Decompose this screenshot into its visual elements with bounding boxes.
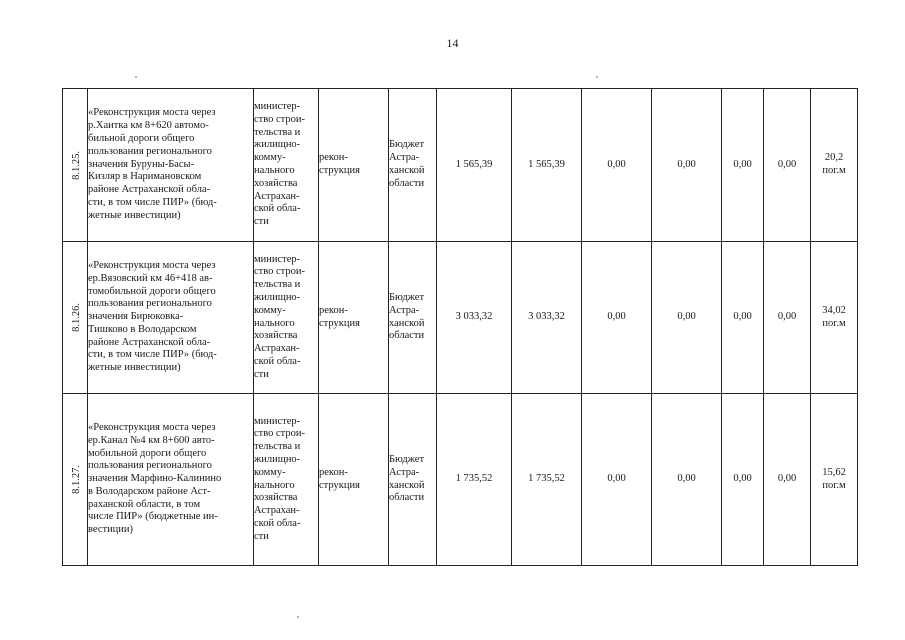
description-line: значения Буруны-Басы- xyxy=(88,158,195,170)
amount-cell: 0,00 xyxy=(652,89,722,242)
executor-line: Астрахан- xyxy=(254,190,300,202)
table-row xyxy=(63,89,858,242)
capacity-value: 20,2 xyxy=(824,152,844,164)
description-line: Тишково в Володарском xyxy=(88,323,197,335)
executor-line: Астрахан- xyxy=(254,505,300,517)
funding-source-cell xyxy=(389,394,437,566)
description-cell xyxy=(88,394,254,566)
description-cell xyxy=(88,242,254,394)
capacity-cell xyxy=(811,242,858,394)
funding-source-line: Бюджет xyxy=(389,291,425,303)
row-code-cell xyxy=(63,89,88,242)
executor-line: ской обла- xyxy=(254,203,301,215)
description-line: числе ПИР» (бюджетные ин- xyxy=(88,511,218,523)
description-line: районе Астраханской обла- xyxy=(88,184,211,196)
executor-line: хозяйства xyxy=(254,177,298,189)
work-type-cell xyxy=(319,242,389,394)
description-line: мобильной дороги общего xyxy=(88,447,207,459)
funding-source-line: области xyxy=(389,492,425,504)
amount-cell: 3 033,32 xyxy=(512,242,582,394)
description-line: томобильной дороги общего xyxy=(88,285,216,297)
executor-line: тельства и xyxy=(254,279,301,291)
funding-source-line: области xyxy=(389,177,425,189)
executor-cell xyxy=(254,242,319,394)
executor-line: комму- xyxy=(254,304,286,316)
description-line: раханской области, в том xyxy=(88,498,201,510)
amount-cell: 0,00 xyxy=(722,394,764,566)
capacity-unit: пог.м xyxy=(822,479,846,491)
amount-cell: 0,00 xyxy=(722,89,764,242)
executor-line: ство строи- xyxy=(254,113,306,125)
funding-source-line: ханской xyxy=(389,165,425,176)
capacity-unit: пог.м xyxy=(822,317,846,329)
description-line: пользования регионального xyxy=(88,298,212,310)
scan-speck xyxy=(297,616,299,618)
work-type-cell xyxy=(319,394,389,566)
description-line: пользования регионального xyxy=(88,145,212,157)
description-line: сти, в том числе ПИР» (бюд- xyxy=(88,196,217,208)
work-type-line: струкция xyxy=(319,317,360,329)
work-type-line: рекон- xyxy=(319,304,348,316)
row-code: 8.1.25. xyxy=(71,150,83,180)
capacity-value: 15,62 xyxy=(822,466,846,478)
executor-line: комму- xyxy=(254,152,286,164)
amount-cell: 1 735,52 xyxy=(437,394,512,566)
page-number: 14 xyxy=(446,36,459,50)
funding-source-line: Астра- xyxy=(389,466,420,478)
table-row xyxy=(63,242,858,394)
executor-line: жилищно- xyxy=(254,139,301,151)
funding-source-line: Астра- xyxy=(389,152,420,164)
funding-source-line: Астра- xyxy=(389,304,420,316)
amount-cell: 1 565,39 xyxy=(512,89,582,242)
executor-line: министер- xyxy=(254,415,301,427)
funding-source-line: Бюджет xyxy=(389,453,425,465)
amount-cell: 0,00 xyxy=(764,394,811,566)
funding-source-line: ханской xyxy=(389,317,425,329)
row-code: 8.1.27. xyxy=(71,465,83,494)
amount-cell: 1 565,39 xyxy=(437,89,512,242)
capacity-cell xyxy=(811,394,858,566)
executor-line: нального xyxy=(254,165,295,176)
amount-cell: 3 033,32 xyxy=(437,242,512,394)
executor-line: Астрахан- xyxy=(254,343,300,355)
capacity-cell xyxy=(811,89,858,242)
work-type-line: рекон- xyxy=(319,466,348,478)
executor-line: тельства и xyxy=(254,126,301,138)
executor-line: сти xyxy=(254,368,269,380)
funding-source-cell xyxy=(389,242,437,394)
amount-cell: 0,00 xyxy=(764,89,811,242)
executor-line: сти xyxy=(254,530,269,542)
amount-cell: 0,00 xyxy=(582,242,652,394)
funding-source-line: Бюджет xyxy=(389,139,425,151)
description-line: ер.Канал №4 км 8+600 авто- xyxy=(88,434,215,446)
description-line: значения Марфино-Калинино xyxy=(88,473,222,485)
work-type-line: рекон- xyxy=(319,152,348,164)
scan-speck xyxy=(135,76,137,78)
executor-line: хозяйства xyxy=(254,330,298,342)
executor-line: жилищно- xyxy=(254,453,301,465)
executor-line: министер- xyxy=(254,101,301,113)
amount-cell: 0,00 xyxy=(652,394,722,566)
executor-line: нального xyxy=(254,479,295,491)
row-code-cell xyxy=(63,394,88,566)
executor-line: комму- xyxy=(254,466,286,478)
budget-table xyxy=(62,88,858,566)
description-line: районе Астраханской обла- xyxy=(88,336,211,348)
description-line: жетные инвестиции) xyxy=(88,209,181,221)
description-line: «Реконструкция моста через xyxy=(88,107,216,119)
description-line: ер.Вязовский км 46+418 ав- xyxy=(88,272,213,284)
capacity-value: 34,02 xyxy=(822,304,846,316)
amount-cell: 0,00 xyxy=(764,242,811,394)
description-line: бильной дороги общего xyxy=(88,133,195,144)
funding-source-line: ханской xyxy=(389,479,425,491)
amount-cell: 0,00 xyxy=(582,394,652,566)
work-type-line: струкция xyxy=(319,479,360,491)
work-type-line: струкция xyxy=(319,165,360,176)
amount-cell: 1 735,52 xyxy=(512,394,582,566)
scan-speck xyxy=(596,76,598,78)
description-line: значения Бирюковка- xyxy=(88,311,184,323)
description-line: «Реконструкция моста через xyxy=(88,421,216,433)
row-code: 8.1.26. xyxy=(71,303,83,332)
executor-cell xyxy=(254,89,319,242)
executor-line: нального xyxy=(254,317,295,329)
description-line: в Володарском районе Аст- xyxy=(88,485,211,497)
description-line: пользования регионального xyxy=(88,460,212,472)
amount-cell: 0,00 xyxy=(722,242,764,394)
description-line: жетные инвестиции) xyxy=(88,362,181,374)
amount-cell: 0,00 xyxy=(582,89,652,242)
executor-line: ство строи- xyxy=(254,266,306,278)
capacity-unit: пог.м xyxy=(822,165,846,176)
work-type-cell xyxy=(319,89,389,242)
executor-line: ство строи- xyxy=(254,428,306,440)
executor-line: министер- xyxy=(254,253,301,265)
description-line: «Реконструкция моста через xyxy=(88,259,216,271)
executor-line: жилищно- xyxy=(254,291,301,303)
executor-line: ской обла- xyxy=(254,355,301,367)
row-code-cell xyxy=(63,242,88,394)
amount-cell: 0,00 xyxy=(652,242,722,394)
description-line: вестиции) xyxy=(88,524,134,536)
funding-source-cell xyxy=(389,89,437,242)
funding-source-line: области xyxy=(389,330,425,342)
description-line: Кизляр в Наримановском xyxy=(88,171,202,183)
description-line: сти, в том числе ПИР» (бюд- xyxy=(88,349,217,361)
description-line: р.Хаитка км 8+620 автомо- xyxy=(88,120,209,132)
executor-line: тельства и xyxy=(254,441,301,453)
executor-line: хозяйства xyxy=(254,492,298,504)
table-row xyxy=(63,394,858,566)
executor-line: сти xyxy=(254,216,269,228)
description-cell xyxy=(88,89,254,242)
executor-line: ской обла- xyxy=(254,517,301,529)
executor-cell xyxy=(254,394,319,566)
